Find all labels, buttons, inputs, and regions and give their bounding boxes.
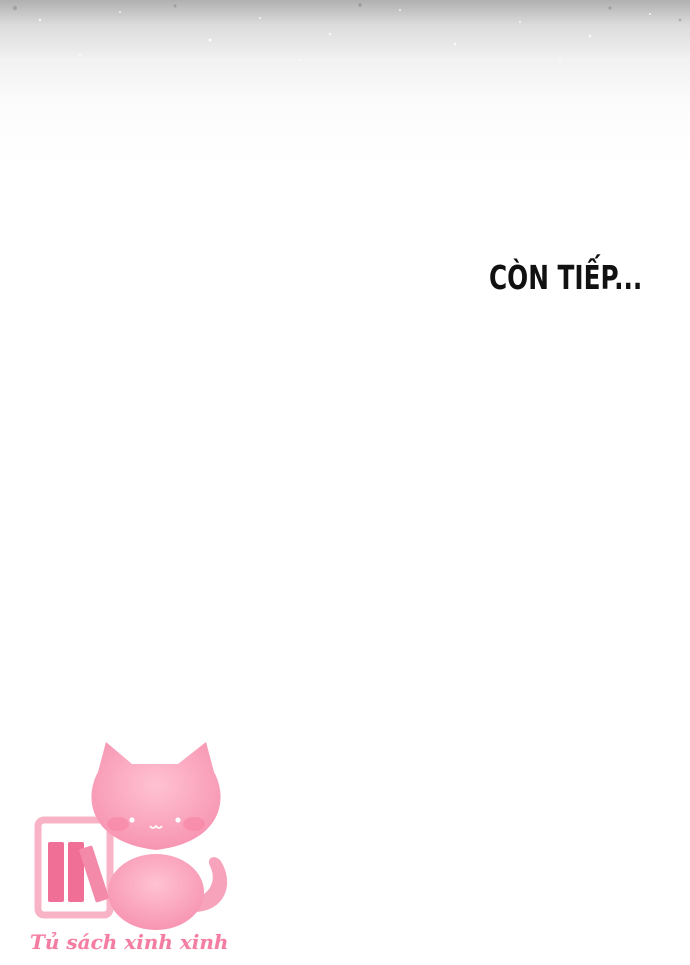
pink-cat-icon [28,742,238,932]
cat-head [91,742,220,850]
cat-eye-right [175,817,180,822]
book-1 [48,842,64,902]
watermark-logo [28,742,238,962]
cat-body [108,854,204,930]
top-gray-texture [0,0,690,170]
watermark-label: Tủ sách xinh xinh [30,930,229,954]
to-be-continued-text: CÒN TIẾP... [489,258,643,297]
texture-speckles [0,0,690,170]
cat-eye-left [129,817,134,822]
